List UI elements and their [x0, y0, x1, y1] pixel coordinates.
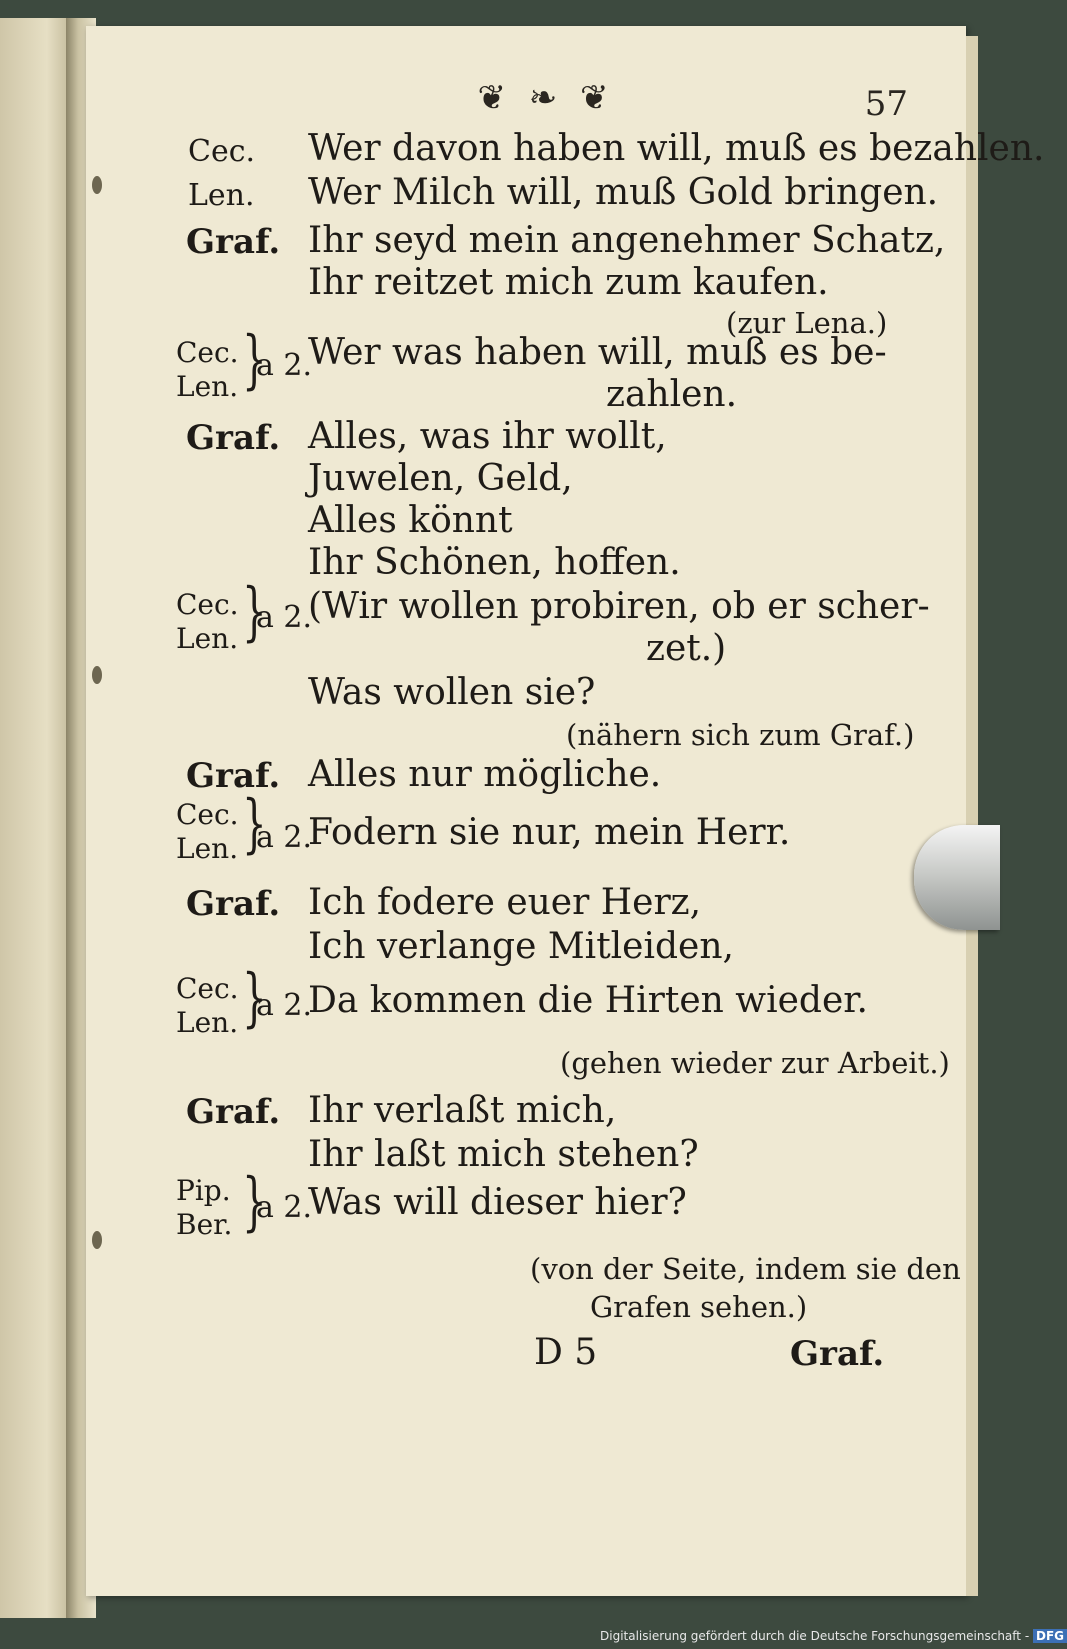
speaker-pair [176, 336, 239, 404]
brace: } [242, 787, 267, 861]
verse-line: Ihr seyd mein angenehmer Schatz, [308, 220, 946, 261]
verse-line: Alles nur mögliche. [308, 754, 662, 795]
stage-direction: (gehen wieder zur Arbeit.) [560, 1046, 950, 1080]
brace: } [242, 323, 267, 397]
verse-line: Fodern sie nur, mein Herr. [308, 812, 791, 853]
verse-line: Was wollen sie? [308, 672, 596, 713]
page-edge [966, 36, 978, 1596]
catchword: Graf. [790, 1334, 885, 1374]
speaker-label: Cec. [176, 798, 239, 831]
speaker-label: Pip. [176, 1174, 231, 1207]
a2-marker: a 2. [256, 348, 313, 383]
a2-marker: a 2. [256, 988, 313, 1023]
speaker-label: Cec. [176, 972, 239, 1005]
speaker-label: Len. [176, 1006, 239, 1039]
speaker-label: Len. [176, 832, 239, 865]
verse-line: Ihr laßt mich stehen? [308, 1134, 699, 1175]
verse-line: zet.) [646, 628, 727, 669]
verse-line: (Wir wollen probiren, ob er scher- [308, 586, 930, 627]
footer-credit [600, 1629, 1067, 1643]
header-ornament: ❦ ❧ ❦ [477, 78, 615, 118]
verse-line: Da kommen die Hirten wieder. [308, 980, 868, 1021]
speaker-label: Len. [188, 178, 255, 213]
page-clip [914, 825, 1000, 930]
speaker-label: Cec. [188, 134, 256, 169]
a2-marker: a 2. [256, 1190, 313, 1225]
binding-stitch [92, 176, 102, 194]
verse-line: Was will dieser hier? [308, 1182, 687, 1223]
verse-line: Ihr reitzet mich zum kaufen. [308, 262, 829, 303]
brace: } [242, 961, 267, 1035]
page-number: 57 [864, 84, 908, 124]
speaker-label: Cec. [176, 336, 239, 369]
verse-line: Ich fodere euer Herz, [308, 882, 702, 923]
verse-line: Alles, was ihr wollt, [308, 416, 667, 457]
speaker-pair [176, 798, 239, 866]
speaker-label: Graf. [186, 884, 281, 924]
verse-line: Juwelen, Geld, [308, 458, 573, 499]
stage-direction: (nähern sich zum Graf.) [566, 718, 915, 752]
brace: } [242, 1165, 267, 1239]
speaker-label: Cec. [176, 588, 239, 621]
speaker-label: Graf. [186, 222, 281, 262]
dfg-logo: DFG [1033, 1629, 1067, 1643]
speaker-label: Len. [176, 622, 239, 655]
verse-line: Ihr Schönen, hoffen. [308, 542, 681, 583]
speaker-label: Graf. [186, 1092, 281, 1132]
speaker-label: Len. [176, 370, 239, 403]
footer-text: Digitalisierung gefördert durch die Deutsche Forschungsgemeinschaft - [600, 1629, 1030, 1643]
verse-line: Wer davon haben will, muß es bezahlen. [308, 128, 1045, 169]
speaker-pair [176, 1174, 232, 1242]
stage-direction: Grafen sehen.) [590, 1290, 808, 1324]
a2-marker: a 2. [256, 820, 313, 855]
signature-mark: D 5 [534, 1332, 598, 1373]
stage-direction: (zur Lena.) [726, 306, 888, 340]
binding-stitch [92, 666, 102, 684]
verse-line: Ihr verlaßt mich, [308, 1090, 617, 1131]
speaker-label: Ber. [176, 1208, 233, 1241]
brace: } [242, 575, 267, 649]
stage-direction: (von der Seite, indem sie den [530, 1252, 961, 1286]
verse-line: Ich verlange Mitleiden, [308, 926, 734, 967]
verse-line: Wer Milch will, muß Gold bringen. [308, 172, 939, 213]
speaker-label: Graf. [186, 418, 281, 458]
verse-line: zahlen. [606, 374, 738, 415]
a2-marker: a 2. [256, 600, 313, 635]
speaker-label: Graf. [186, 756, 281, 796]
verse-line: Wer was haben will, muß es be- [308, 332, 887, 373]
book-page [86, 26, 1045, 1596]
speaker-pair [176, 972, 239, 1040]
verse-line: Alles könnt [308, 500, 513, 541]
binding-stitch [92, 1231, 102, 1249]
speaker-pair [176, 588, 239, 656]
